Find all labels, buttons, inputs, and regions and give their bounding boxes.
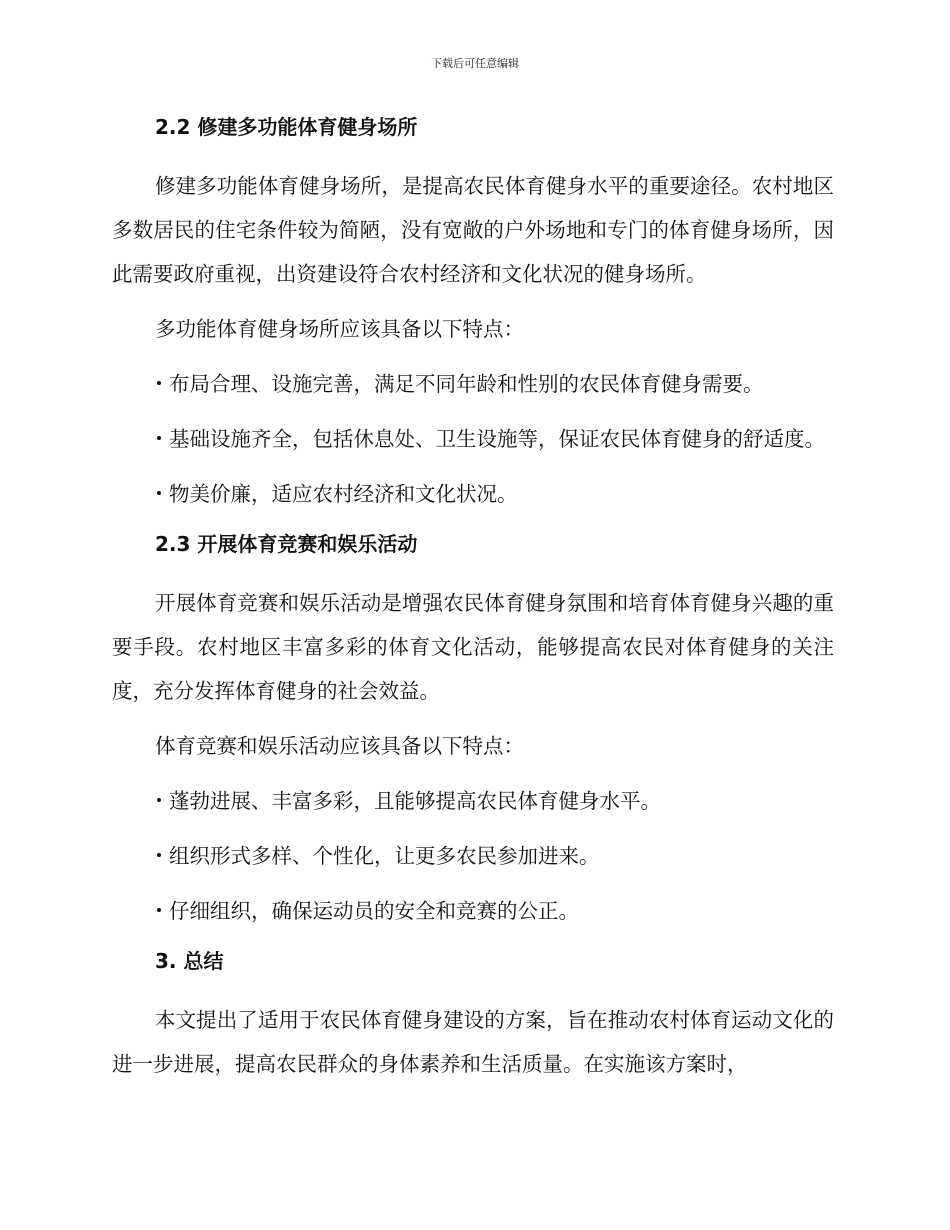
bullet-dot-icon (157, 798, 161, 802)
bullet-item (112, 779, 834, 823)
section-heading-2-2: 2.2 修建多功能体育健身场所 (155, 115, 418, 139)
bullet-text: 物美价廉，适应农村经济和文化状况。 (169, 482, 518, 506)
bullet-text: 仔细组织，确保运动员的安全和竞赛的公正。 (169, 899, 579, 923)
bullet-text: 基础设施齐全，包括休息处、卫生设施等，保证农民体育健身的舒适度。 (169, 427, 825, 451)
paragraph: 开展体育竞赛和娱乐活动是增强农民体育健身氛围和培育体育健身兴趣的重要手段。农村地区丰富多彩的体育文化活动，能够提高农民对体育健身的关注度，充分发挥体育健身的社会效益。 (112, 591, 834, 703)
header-note: 下载后可任意编辑 (431, 57, 519, 70)
bullet-item (112, 417, 834, 461)
document-body (112, 110, 834, 1086)
bullet-dot-icon (157, 381, 161, 385)
section-heading-2-3: 2.3 开展体育竞赛和娱乐活动 (155, 532, 418, 556)
bullet-item (112, 834, 834, 878)
bullet-dot-icon (157, 908, 161, 912)
section-heading-3: 3. 总结 (155, 949, 224, 973)
bullet-text: 组织形式多样、个性化，让更多农民参加进来。 (169, 844, 600, 868)
paragraph: 体育竞赛和娱乐活动应该具备以下特点： (155, 734, 524, 758)
paragraph: 多功能体育健身场所应该具备以下特点： (155, 317, 524, 341)
bullet-item (112, 889, 834, 933)
bullet-dot-icon (157, 853, 161, 857)
bullet-item (112, 362, 834, 406)
bullet-dot-icon (157, 436, 161, 440)
bullet-dot-icon (157, 491, 161, 495)
bullet-text: 蓬勃进展、丰富多彩，且能够提高农民体育健身水平。 (169, 789, 661, 813)
bullet-item (112, 472, 834, 516)
paragraph: 修建多功能体育健身场所，是提高农民体育健身水平的重要途径。农村地区多数居民的住宅条件较为简陋，没有宽敞的户外场地和专门的体育健身场所，因此需要政府重视，出资建设符合农村经济和文化状况的健身场所。 (112, 174, 834, 286)
paragraph: 本文提出了适用于农民体育健身建设的方案，旨在推动农村体育运动文化的进一步进展，提高农民群众的身体素养和生活质量。在实施该方案时， (112, 1008, 834, 1076)
bullet-text: 布局合理、设施完善，满足不同年龄和性别的农民体育健身需要。 (169, 372, 764, 396)
